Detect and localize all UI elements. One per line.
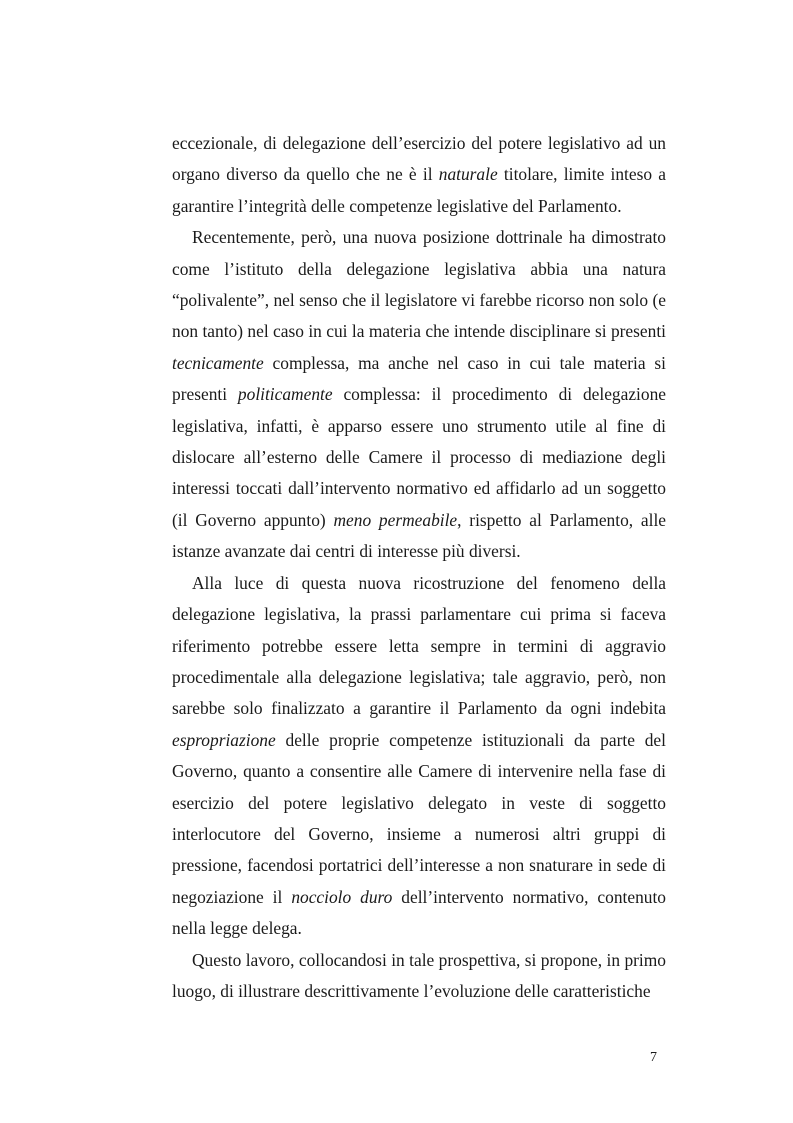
text-segment: , rispetto al Parlamento, alle istanze avanzate dai centri di interesse più diversi. <box>172 509 666 562</box>
paragraph <box>172 568 666 945</box>
italic-term: politicamente <box>237 384 333 405</box>
text-segment: complessa: il procedimento di delegazione legislativa, infatti, è apparso essere uno strumento utile al fine di dislocare all’esterno delle Camere il processo di mediazione degli interessi toccati dall’intervento normativo ed affidarlo ad un soggetto (il Governo appunto) <box>172 384 666 530</box>
italic-term: nocciolo duro <box>291 886 393 907</box>
text-segment: dell’intervento normativo, contenuto nella legge delega. <box>172 886 666 939</box>
text-segment: eccezionale, di delegazione dell’esercizio del potere legislativo ad un organo diverso da quello che ne è il <box>172 133 666 185</box>
paragraph <box>172 222 666 567</box>
text-segment: delle proprie competenze istituzionali da parte del Governo, quanto a consentire alle Camere di intervenire nella fase di esercizio del potere legislativo delegato in veste di soggetto interlocutore del Governo, insieme a numerosi altri gruppi di pressione, facendosi portatrici dell’interesse a non snaturare in sede di negoziazione il <box>172 729 666 907</box>
italic-term: meno permeabile <box>333 509 458 530</box>
paragraph <box>172 128 666 222</box>
text-segment: Alla luce di questa nuova ricostruzione del fenomeno della delegazione legislativa, la prassi parlamentare cui prima si faceva riferimento potrebbe essere letta sempre in termini di aggravio procedimentale alla delegazione legislativa; tale aggravio, però, non sarebbe solo finalizzato a garantire il Parlamento da ogni indebita <box>172 572 666 719</box>
paragraph <box>172 945 666 1008</box>
body-text <box>172 128 666 1007</box>
text-segment: complessa, ma anche nel caso in cui tale materia si presenti <box>172 352 666 405</box>
text-segment: Questo lavoro, collocandosi in tale prospettiva, si propone, in primo luogo, di illustrare descrittivamente l’evoluzione delle caratteristiche <box>172 949 666 1001</box>
italic-term: naturale <box>438 164 498 185</box>
page-number: 7 <box>650 1050 657 1065</box>
text-segment: Recentemente, però, una nuova posizione dottrinale ha dimostrato come l’istituto della delegazione legislativa abbia una natura “polivalente”, nel senso che il legislatore vi farebbe ricorso non solo (e non tanto) nel caso in cui la materia che intende disciplinare si presenti <box>172 227 666 342</box>
italic-term: espropriazione <box>172 729 276 750</box>
text-segment: titolare, limite inteso a garantire l’integrità delle competenze legislative del Parlamento. <box>172 164 666 216</box>
italic-term: tecnicamente <box>172 352 264 373</box>
document-page <box>172 128 666 1007</box>
